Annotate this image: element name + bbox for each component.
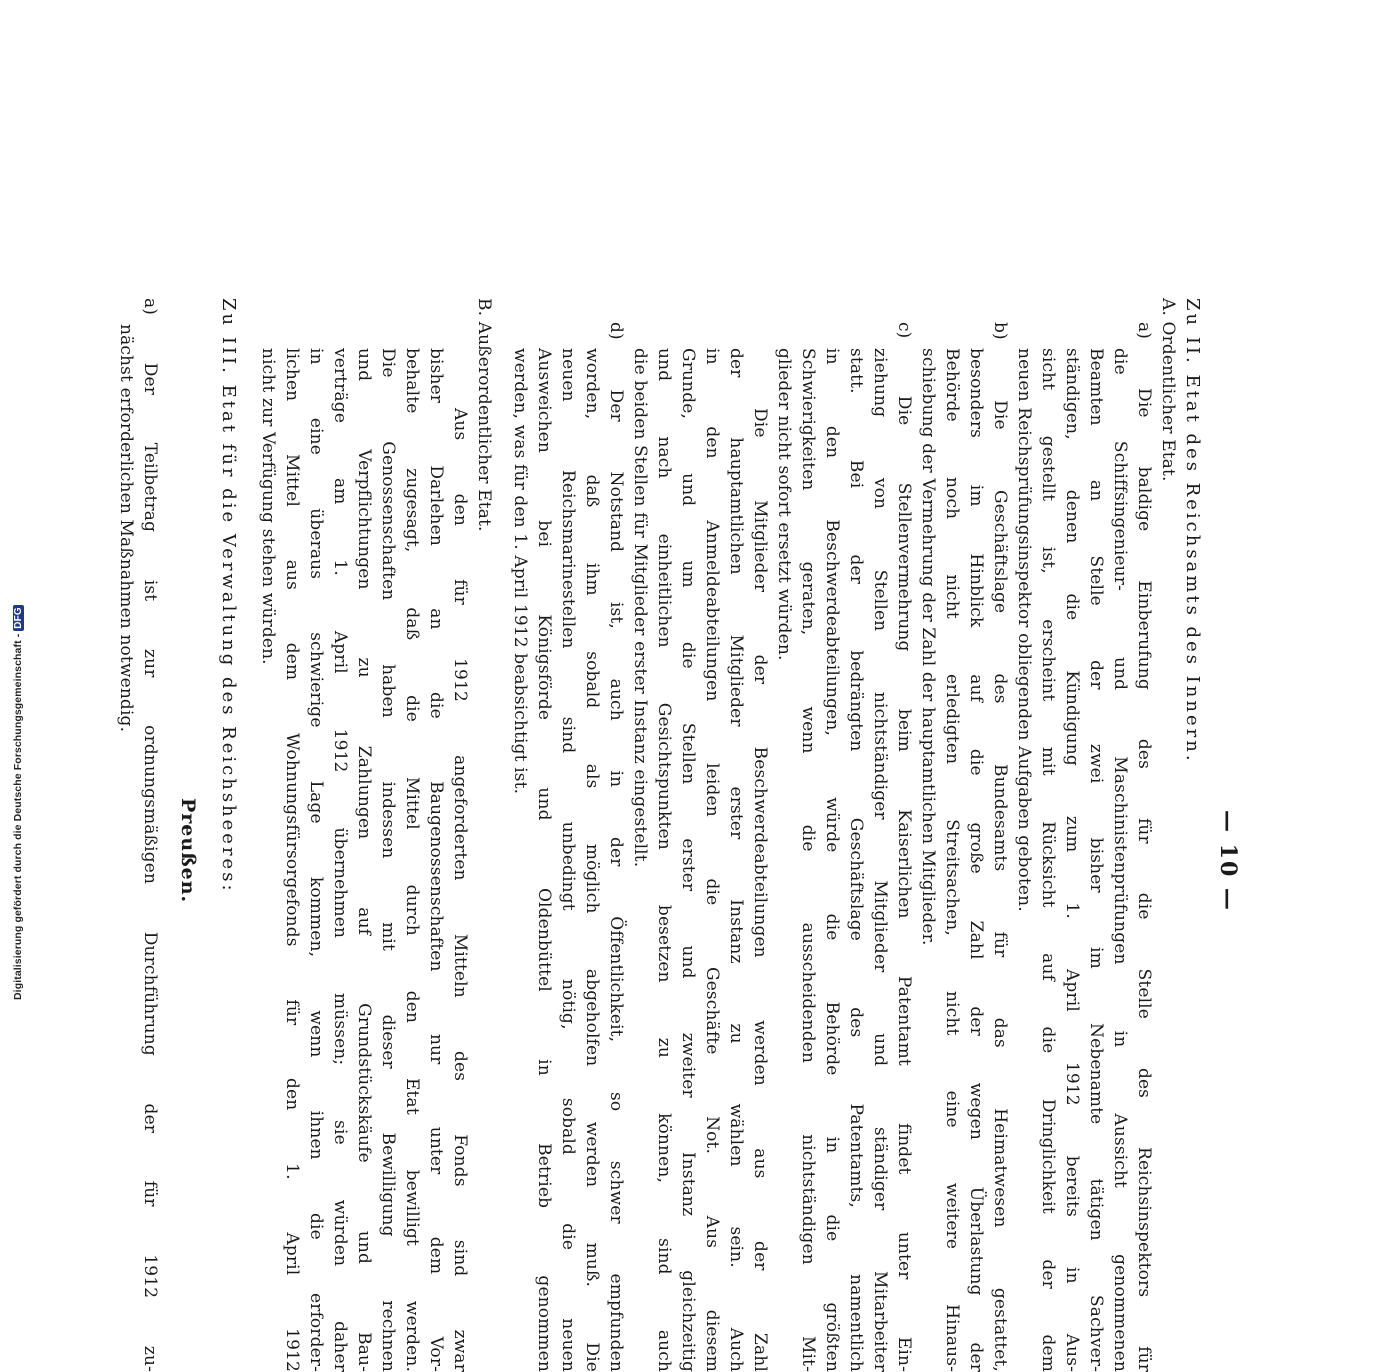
section-b-line: in eine überaus schwierige Lage kommen, wenn ihnen die erforder- — [306, 348, 326, 1372]
item-a-line: neuen Reichsprüfungsinspektor obliegenden Aufgaben geboten. — [1014, 348, 1034, 912]
item-d-line: d) Der Notstand ist, auch in der Öffentlichkeit, so schwer empfunden — [606, 322, 626, 1372]
credit-text: Digitalisierung gefördert durch die Deutsche Forschungsgemeinschaft - — [12, 633, 24, 1000]
item-a-line: a) Die baldige Einberufung des für die Stelle des Reichsinspektors für — [1134, 322, 1154, 1372]
item-c-line: glieder nicht sofort ersetzt würden. — [774, 348, 794, 661]
item-c-line: und nach einheitlichen Gesichtspunkten besetzen zu können, sind auch — [654, 348, 674, 1372]
item-b-line: Behörde noch nicht erledigten Streitsachen, nicht eine weitere Hinaus- — [942, 348, 962, 1372]
section-a-heading: A. Ordentlicher Etat. — [1158, 298, 1178, 482]
item-d-line: werden, was für den 1. April 1912 beabsichtigt ist. — [510, 348, 530, 795]
item-b-line: b) Die Geschäftslage des Bundesamts für das Heimatwesen gestattet, — [990, 322, 1010, 1372]
item-c-line: Schwierigkeiten geraten, wenn die ausscheidenden nichtständigen Mit- — [798, 348, 818, 1372]
item-c-line: die beiden Stellen für Mitglieder erster Instanz eingestellt. — [630, 348, 650, 868]
preussen-line: a) Der Teilbetrag ist zur ordnungsmäßigen Durchführung der für 1912 zu- — [140, 298, 160, 1372]
item-d-line: worden, daß ihm sobald als möglich abgeholfen werden muß. Die — [582, 348, 602, 1372]
dfg-logo: DFG — [13, 607, 24, 629]
item-a-line: sicht gestellt ist, erscheint mit Rücksicht auf die Dringlichkeit der dem — [1038, 348, 1058, 1372]
digitization-credit — [12, 605, 24, 1000]
section-iii-heading: Zu III. Etat für die Verwaltung des Reichsheeres: — [218, 298, 239, 894]
item-c-line: Grunde, und um die Stellen erster und zweiter Instanz gleichzeitig — [678, 348, 698, 1372]
item-c-line: ziehung von Stellen nichtständiger Mitglieder und ständiger Mitarbeiter — [870, 348, 890, 1372]
item-b-line: besonders im Hinblick auf die große Zahl der wegen Überlastung der — [966, 348, 986, 1372]
item-b-line: schiebung der Vermehrung der Zahl der hauptamtlichen Mitglieder. — [918, 348, 938, 946]
section-b-line: bisher Darlehen an die Baugenossenschaften nur unter dem Vor- — [426, 348, 446, 1372]
section-b-line: verträge am 1. April 1912 übernehmen müssen; sie würden daher — [330, 348, 350, 1372]
preussen-heading: Preußen. — [177, 798, 199, 904]
page-number: — 10 — — [1215, 810, 1241, 912]
item-a-line: die Schiffsingenieur- und Maschinistenprüfungen in Aussicht genommenen — [1110, 348, 1130, 1372]
section-b-line: nicht zur Verfügung stehen würden. — [258, 348, 278, 665]
item-d-line: neuen Reichsmarinestellen sind unbedingt nötig, sobald die neuen — [558, 348, 578, 1372]
item-c-line: statt. Bei der bedrängten Geschäftslage des Patentamts, namentlich — [846, 348, 866, 1372]
item-d-line: Ausweichen bei Königsförde und Oldenbüttel in Betrieb genommen — [534, 348, 554, 1372]
section-b-line: und Verpflichtungen zu Zahlungen auf Grundstückskäufe und Bau- — [354, 348, 374, 1372]
item-c-line: in den Anmeldeabteilungen leiden die Geschäfte Not. Aus diesem — [702, 348, 722, 1372]
item-c-line: der hauptamtlichen Mitglieder erster Instanz zu wählen sein. Auch — [726, 348, 746, 1372]
rotated-document-page — [98, 298, 1241, 1372]
section-b-heading: B. Außerordentlicher Etat. — [474, 298, 494, 532]
section-b-line: behalte zugesagt, daß die Mittel durch den Etat bewilligt werden. — [402, 348, 422, 1372]
section-b-line: Die Genossenschaften haben indessen mit dieser Bewilligung rechnen — [378, 348, 398, 1372]
section-b-line: Aus den für 1912 angeforderten Mitteln des Fonds sind zwar — [450, 408, 470, 1372]
preussen-line: nächst erforderlichen Maßnahmen notwendig. — [116, 324, 136, 733]
item-c-line: c) Die Stellenvermehrung beim Kaiserlichen Patentamt findet unter Ein- — [894, 322, 914, 1372]
section-b-line: lichen Mittel aus dem Wohnungsfürsorgefonds für den 1. April 1912 — [282, 348, 302, 1372]
item-c-line: in den Beschwerdeabteilungen, würde die Behörde in die größten — [822, 348, 842, 1372]
item-a-line: ständigen, denen die Kündigung zum 1. April 1912 bereits in Aus- — [1062, 348, 1082, 1372]
item-a-line: Beamten an Stelle der zwei bisher im Nebenamte tätigen Sachver- — [1086, 348, 1106, 1372]
item-c-line: Die Mitglieder der Beschwerdeabteilungen werden aus der Zahl — [750, 408, 770, 1372]
section-ii-heading: Zu II. Etat des Reichsamts des Innern. — [1182, 298, 1203, 764]
